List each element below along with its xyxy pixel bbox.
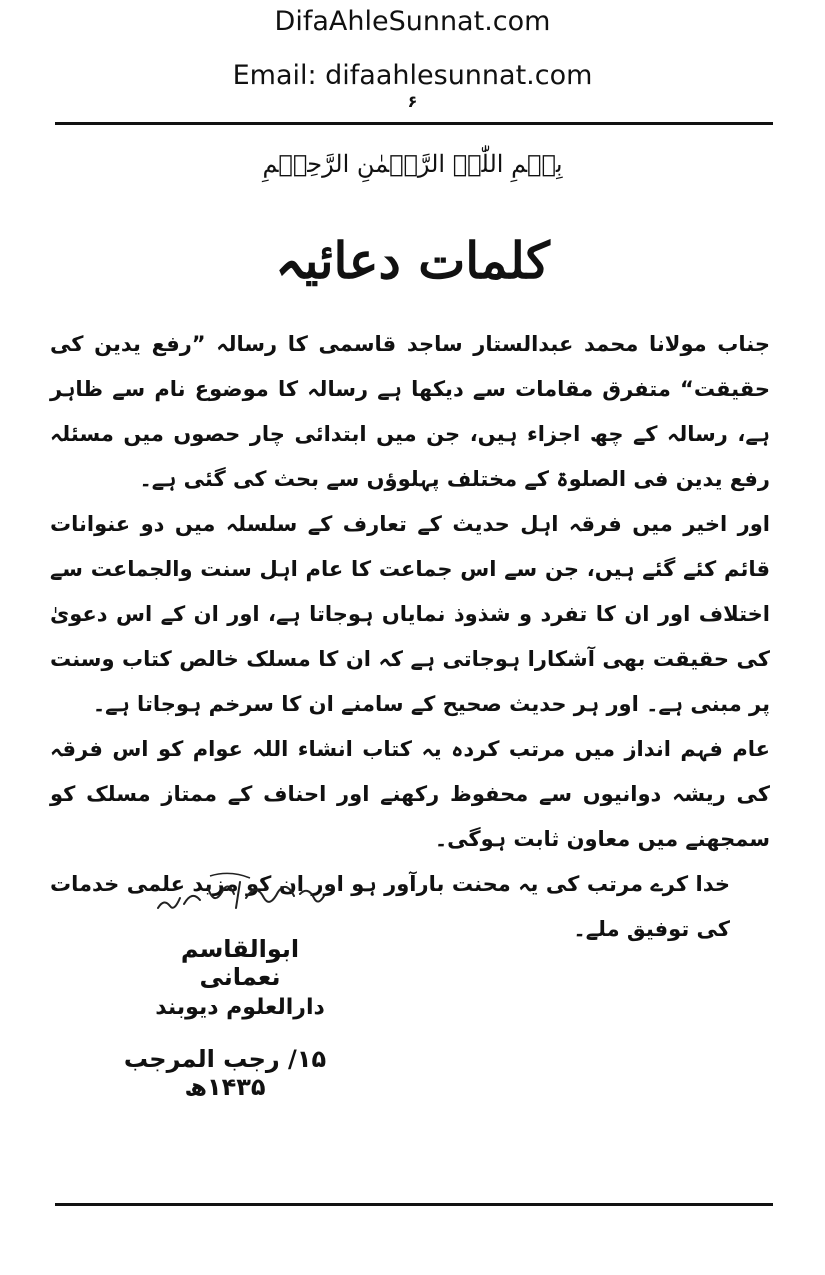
signature-date: ۱۵/ رجب المرجب ۱۴۳۵ھ [123, 1045, 327, 1101]
signer-institution: دارالعلوم دیوبند [155, 995, 325, 1020]
page-number: ۶ [407, 92, 418, 111]
bottom-divider [55, 1203, 773, 1206]
email-line: Email: difaahlesunnat.com [232, 60, 593, 91]
handwritten-signature [150, 868, 330, 918]
bismillah: بِسۡمِ اللّٰہِ الرَّحۡمٰنِ الرَّحِیۡمِ [262, 150, 563, 178]
paragraph-2: اور اخیر میں فرقہ اہل حدیث کے تعارف کے سلسلہ میں دو عنوانات قائم کئے گئے ہیں، جن سے اس جماعت کا عام اہل سنت والجماعت سے اختلاف اور ان کا تفرد و شذوذ نمایاں ہوجاتا ہے، اور ان کے اس دعویٰ کی حقیقت بھی آشکارا ہوجاتی ہے کہ ان کا مسلک خالص کتاب وسنت پر مبنی ہے۔ اور ہر حدیث صحیح کے سامنے ان کا سرخم ہوجاتا ہے۔ [50, 512, 770, 716]
site-title: DifaAhleSunnat.com [274, 6, 551, 37]
body-text [50, 322, 770, 952]
paragraph-4: خدا کرے مرتب کی یہ محنت بارآور ہو اور ان کو مزید علمی خدمات کی توفیق ملے۔ [50, 872, 730, 941]
paragraph-1: جناب مولانا محمد عبدالستار ساجد قاسمی کا رسالہ ”رفع یدین کی حقیقت“ متفرق مقامات سے دیکھا ہے رسالہ کا موضوع نام سے ظاہر ہے، رسالہ کے چھ اجزاء ہیں، جن میں ابتدائی چار حصوں میں مسئلہ رفع یدین فی الصلوۃ کے مختلف پہلوؤں سے بحث کی گئی ہے۔ [50, 332, 770, 491]
top-divider [55, 122, 773, 125]
page-heading: کلمات دعائیہ [275, 231, 550, 290]
paragraph-3: عام فہم انداز میں مرتب کردہ یہ کتاب انشاء اللہ عوام کو اس فرقہ کی ریشہ دوانیوں سے محفوظ رکھنے اور احناف کے ممتاز مسلک کو سمجھنے میں معاون ثابت ہوگی۔ [50, 737, 770, 851]
signer-name: ابوالقاسم نعمانی [180, 935, 300, 991]
